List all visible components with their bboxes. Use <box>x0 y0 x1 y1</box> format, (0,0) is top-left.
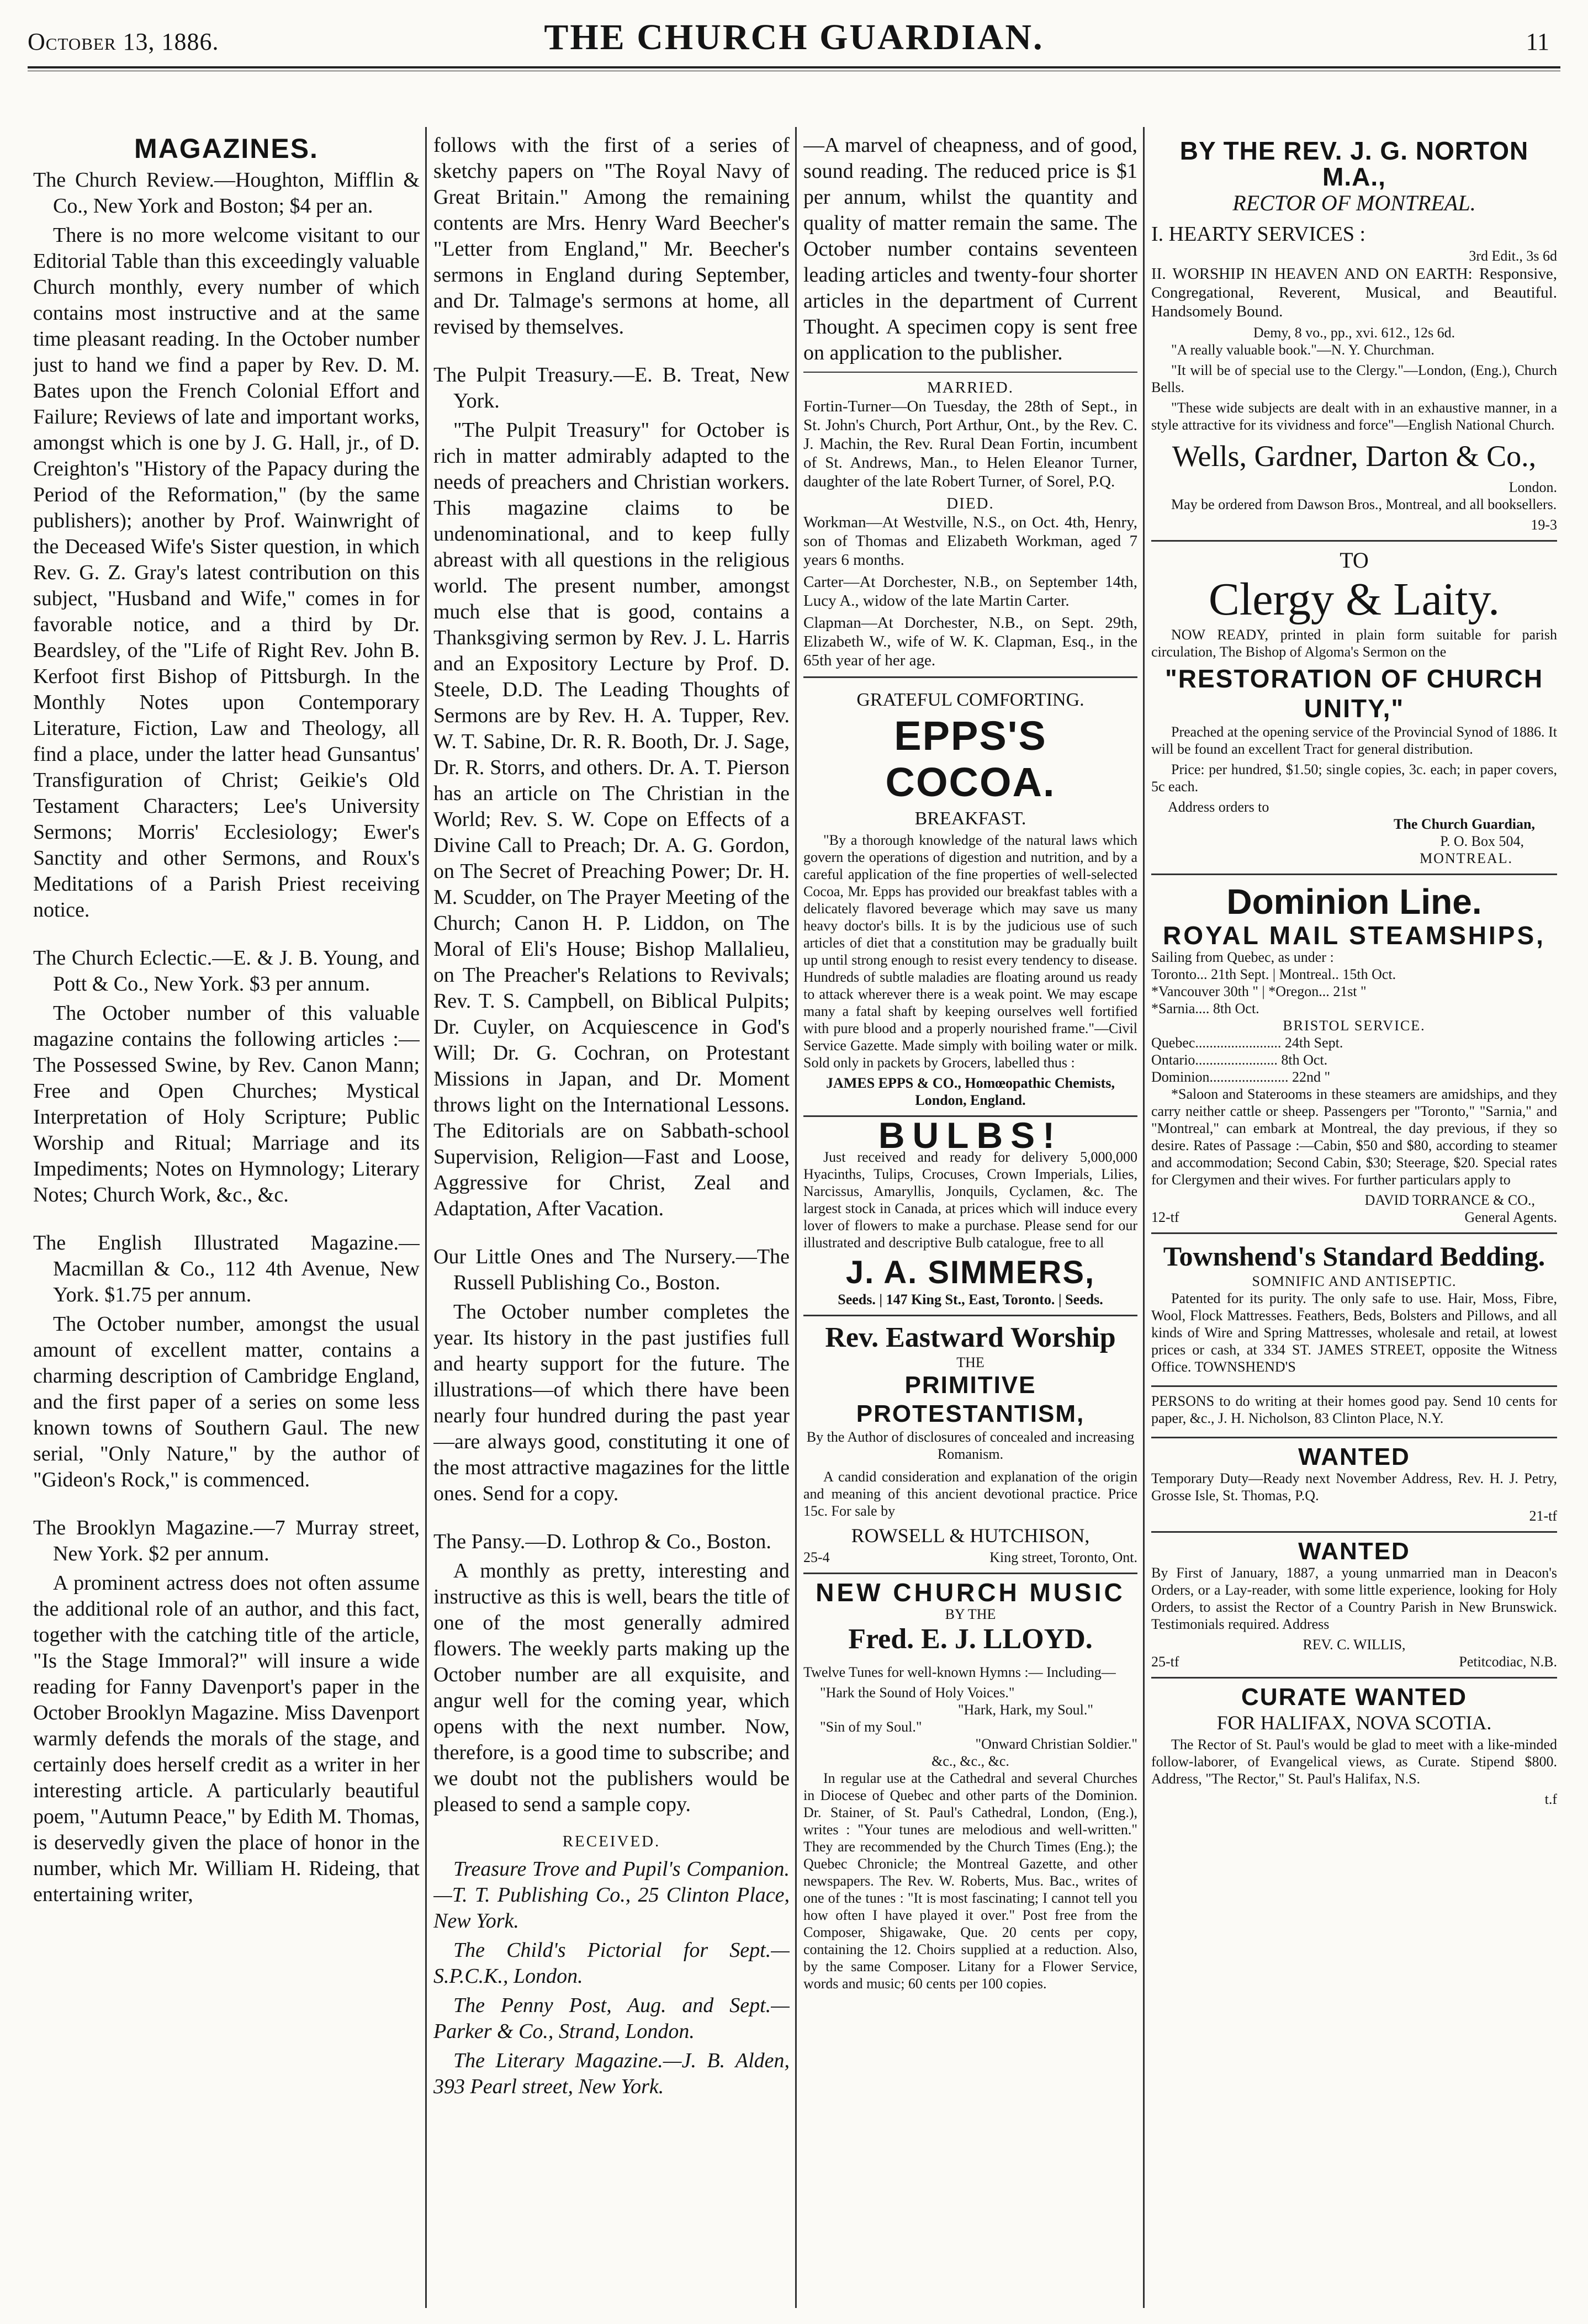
rowsell-name: ROWSELL & HUTCHISON, <box>851 1524 1090 1547</box>
little-ones-text: The October number completes the year. Its history in the past justifies full and hearty support for the future. The illustrations—of which there have been nearly four hundred during the past year—are always good, constituting it one of the most attractive magazines for the little ones. Send for a copy. <box>433 1300 790 1505</box>
wanted-ad-2 <box>1151 1533 1557 1679</box>
wanted-ad-1 <box>1151 1438 1557 1533</box>
norton-sub: RECTOR OF MONTREAL. <box>1232 190 1476 215</box>
wanted-text: By First of January, 1887, a young unmarried man in Deacon's Orders, or a Lay-reader, with some little experience, looking for Holy Orders, to assist the Rector of a Country Parish in New Brunswick. Testimonials required. Address <box>1151 1565 1557 1632</box>
eclectic-title: The Church Eclectic.—E. & J. B. Young, and Pott & Co., New York. $3 per annum. <box>33 946 420 996</box>
curate-ad <box>1151 1679 1557 1808</box>
restoration-title: "RESTORATION OF CHURCH UNITY," <box>1164 664 1544 723</box>
little-ones-title: Our Little Ones and The Nursery.—The Russell Publishing Co., Boston. <box>433 1245 790 1294</box>
tunes-intro: Twelve Tunes for well-known Hymns :— Including— <box>803 1664 1116 1680</box>
page-number: 11 <box>1526 28 1549 55</box>
torrance-name: DAVID TORRANCE & CO., <box>1364 1192 1535 1208</box>
rowsell-address <box>803 1549 1137 1566</box>
townshend-body: Patented for its purity. The only safe to use. Hair, Moss, Fibre, Wool, Flock Mattresses. Feathers, Beds, Bolsters and Pillows, and all kinds of Wire and Spring Mattresses, wholesale and retail, at lowest prices or cash, at 334 ST. JAMES STREET, opposite the Witness Office. TOWNSHEND'S <box>1151 1290 1557 1375</box>
page-header <box>28 11 1560 63</box>
married-notice: Fortin-Turner—On Tuesday, the 28th of Sept., in St. John's Church, Port Arthur, Ont., by the Rev. C. J. Machin, the Rev. Rural Dean Fortin, incumbent of St. Andrews, Man., to Helen Eleanor Turner, daughter of the late Robert Turner, of Sorel, P.Q. <box>803 398 1137 490</box>
curate-heading: CURATE WANTED <box>1241 1684 1467 1711</box>
curate-code: t.f <box>1544 1791 1557 1807</box>
po-box: P. O. Box 504, <box>1440 833 1524 849</box>
received-item: The Penny Post, Aug. and Sept.—Parker & Co., Strand, London. <box>433 1994 790 2043</box>
now-ready: NOW READY, printed in plain form suitable for parish circulation, The Bishop of Algoma's Sermon on the <box>1151 627 1557 660</box>
clergy-laity: Clergy & Laity. <box>1208 574 1500 625</box>
dominion-ad <box>1151 875 1557 1234</box>
townshend-ad <box>1151 1234 1557 1387</box>
primitive-byline: By the Author of disclosures of concealed and increasing Romanism. <box>806 1429 1135 1462</box>
preached-text: Preached at the opening service of the Provincial Synod of 1886. It will be found an excellent Tract for general distribution. <box>1151 724 1557 757</box>
died-notice: Clapman—At Dorchester, N.B., on Sept. 29th, Elizabeth W., wife of W. K. Clapman, Esq., in the 65th year of her age. <box>803 614 1137 669</box>
header-rule <box>28 66 1560 68</box>
norton-quote: "These wide subjects are dealt with in an exhaustive manner, in a style attractive for its vividness and force"—English National Church. <box>1151 400 1557 433</box>
wells-name: Wells, Gardner, Darton & Co., <box>1172 440 1537 473</box>
pulpit-title: The Pulpit Treasury.—E. B. Treat, New York. <box>433 363 790 412</box>
dominion-heading: Dominion Line. <box>1226 882 1482 922</box>
epps-sub: BREAKFAST. <box>914 808 1026 829</box>
wanted-code: 21-tf <box>1529 1508 1557 1524</box>
eclectic-text: The October number of this valuable magazine contains the following articles :—The Possessed Swine, by Rev. Canon Mann; Free and Open Churches; Mystical Interpretation of Holy Scripture; Public Worship and Ritual; Marriage and its Impediments; Notes on Hymnology; Literary Notes; Church Work, &c., &c. <box>33 1002 420 1206</box>
norton-heading: BY THE REV. J. G. NORTON M.A., <box>1179 136 1529 191</box>
simmers-address: Seeds. | 147 King St., East, Toronto. | Seeds. <box>838 1291 1103 1307</box>
epps-cocoa-ad <box>803 681 1137 1117</box>
column-notices <box>803 133 1137 2302</box>
pulpit-text: "The Pulpit Treasury" for October is rich in matter admirably adapted to the needs of preachers and Christian workers. This magazine claims to be undenominational, and to keep fully abreast with all questions in the religious world. The present number, amongst much else that is good, contains a Thanksgiving sermon by Rev. J. L. Harris and an Expository Lecture by Prof. D. Steele, D.D. The Leading Thoughts of Sermons are by Rev. H. A. Tupper, Rev. W. T. Sabine, Dr. R. R. Booth, Dr. J. Sage, Dr. R. Storrs, and others. Dr. A. T. Pierson has an article on The Christian in the World; Rev. S. W. Cope on Effects of a Divine Call to Preach; Dr. A. G. Gordon, on The Secret of Preaching Power; Dr. H. M. Scudder, on The Prayer Meeting of the Church; Canon H. P. Liddon, on The Moral of Eli's House; Bishop Mallalieu, on The Preacher's Relations to Revivals; Rev. T. S. Campbell, on Biblical Pulpits; Dr. Cuyler, on Acquiescence in God's Will; Dr. G. Cochran, on Protestant Missions in Japan, and Dr. Moment throws light on the International Lessons. The Editorials are on Sabbath-school Supervision, Religion—Fast and Loose, Aggressive for Christ, Zeal and Adaptation, After Vacation. <box>433 419 790 1220</box>
died-notice: Workman—At Westville, N.S., on Oct. 4th, Henry, son of Thomas and Elizabeth Workman, aged 7 years 6 months. <box>803 513 1137 569</box>
persons-text: PERSONS to do writing at their homes good pay. Send 10 cents for paper, &c., J. H. Nicholson, 83 Clinton Place, N.Y. <box>1151 1393 1557 1426</box>
rowsell-street: King street, Toronto, Ont. <box>989 1549 1137 1565</box>
literary-magazine-text: —A marvel of cheapness, and of good, sound reading. The reduced price is $1 per annum, whilst the quantity and quality of matter remain the same. The October number contains seventeen leading articles and twenty-four shorter articles in the department of Current Thought. A specimen copy is sent free on application to the publisher. <box>803 134 1137 364</box>
music-ad <box>803 1574 1137 1992</box>
bulbs-ad <box>803 1117 1137 1316</box>
norton-quote: "A really valuable book."—N. Y. Churchman. <box>1171 342 1435 358</box>
tune-line: "Onward Christian Soldier." <box>975 1736 1137 1752</box>
column-divider <box>1143 127 1145 2308</box>
guardian-name: The Church Guardian, <box>1394 816 1535 832</box>
willis-name: REV. C. WILLIS, <box>1303 1637 1406 1653</box>
norton-ad <box>1151 133 1557 542</box>
bristol-heading: BRISTOL SERVICE. <box>1283 1018 1426 1034</box>
tune-line: "Hark the Sound of Holy Voices." <box>820 1685 1015 1701</box>
bristol-line: Quebec........................ 24th Sept. <box>1151 1035 1343 1051</box>
masthead: THE CHURCH GUARDIAN. <box>544 17 1044 57</box>
music-body: In regular use at the Cathedral and several Churches in Diocese of Quebec and other parts of the Dominion. Dr. Stainer, of St. Paul's Cathedral, London, (Eng.), writes : "Your tunes are melodious and well-written." They are recommended by the Church Times (Eng.); the Quebec Chronicle; the Montreal Gazette, and other newspapers. The Rev. W. Roberts, Mus. Bac., writes of one of the tunes : "It is most fascinating; I cannot tell you how often I have played it over." Post free from the Composer, Shigawake, Que. 20 cents per copy, containing the 12. Choirs supplied at a reduction. Also, by the same Composer. Litany for a Flower Service, words and music; 60 cents per 100 copies. <box>803 1770 1137 1992</box>
saloon-text: *Saloon and Staterooms in these steamers are amidships, and they carry neither cattle or sheep. Passengers per "Toronto," "Sarnia," and "Montreal," can embark at Montreal, the day previous, if they so desire. Rates of Passage :—Cabin, $50 and $80, according to steamer and accommodation; Second Cabin, $30; Steerage, $20. Special rates for Clergymen and their wives. For further particulars apply to <box>1151 1086 1557 1188</box>
column-magazines <box>33 133 420 2302</box>
norton-quote: "It will be of special use to the Clergy."—London, (Eng.), Church Bells. <box>1151 362 1557 395</box>
bristol-line: Ontario....................... 8th Oct. <box>1151 1052 1328 1068</box>
brooklyn-text-cont: follows with the first of a series of sketchy papers on "The Royal Navy of Great Britain." Among the remaining contents are Mrs. Henry Ward Beecher's "Letter from England," Mr. Beecher's sermons in England during September, and Dr. Talmage's sermons at home, all revised by themselves. <box>433 134 790 338</box>
willis-footer <box>1151 1653 1557 1670</box>
music-heading: NEW CHURCH MUSIC <box>816 1578 1125 1607</box>
norton-item-edition: 3rd Edit., 3s 6d <box>1469 248 1557 264</box>
to-word: TO <box>1340 548 1369 573</box>
wanted-text: Temporary Duty—Ready next November Address, Rev. H. J. Petry, Grosse Isle, St. Thomas, P.Q. <box>1151 1470 1557 1504</box>
column-ads <box>1151 133 1557 2302</box>
worship-heading: Rev. Eastward Worship <box>825 1322 1116 1353</box>
rowsell-code: 25-4 <box>803 1549 830 1565</box>
simmers-name: J. A. SIMMERS, <box>845 1254 1095 1290</box>
restoration-ad <box>1151 542 1557 875</box>
tune-line: &c., &c., &c. <box>931 1753 1009 1769</box>
bristol-line: Dominion...................... 22nd " <box>1151 1069 1331 1085</box>
review-text: There is no more welcome visitant to our Editorial Table than this exceedingly valuable Church monthly, every number of which contains most instructive and at the same time pleasant reading. In the October number just to hand we find a paper by Rev. D. M. Bates upon the French Colonial Effort and Failure; Reviews of late and important works, amongst which is one by J. G. Hall, jr., of D. Creighton's "History of the Papacy during the Period of the Reformation," (by the same publishers); another by Prof. Wainwright of the Deceased Wife's Sister question, in which Rev. G. Z. Gray's latest contribution on this subject, "Husband and Wife," comes in for favorable notice, and a third by Dr. Beardsley, of the "Life of Right Rev. John B. Kerfoot first Bishop of Pittsburgh. In the Monthly Notes upon Contemporary Literature, Fiction, Law and Theology, all find a place, under the latter head Gunsantus' Transfiguration of Christ; Geikie's Old Testament Characters; Lee's University Sermons; Morris' Ecclesiology; Ewer's Sanctity and other Sermons, and Roux's Meditations of a Parish Priest receiving notice. <box>33 224 420 922</box>
received-item: Treasure Trove and Pupil's Companion.—T. T. Publishing Co., 25 Clinton Place, New York. <box>433 1857 790 1933</box>
norton-item: II. WORSHIP IN HEAVEN AND ON EARTH: Responsive, Congregational, Reverent, Musical, and Beautiful. Handsomely Bound. <box>1151 265 1557 320</box>
column-magazines-cont <box>433 133 790 2302</box>
price-text: Price: per hundred, $1.50; single copies, 3c. each; in paper covers, 5c each. <box>1151 761 1557 795</box>
sailing-line: Toronto... 21th Sept. | Montreal.. 15th Oct. <box>1151 966 1396 982</box>
curate-sub: FOR HALIFAX, NOVA SCOTIA. <box>1216 1712 1492 1734</box>
pansy-text: A monthly as pretty, interesting and instructive as this is well, bears the title of one of the most generally admired flowers. The weekly parts making up the October number are all exquisite, and angur well for the coming year, which opens with the next number. Now, therefore, is a good time to subscribe; and we doubt not the publishers would be pleased to send a sample copy. <box>433 1559 790 1816</box>
willis-place: Petitcodiac, N.B. <box>1459 1654 1557 1670</box>
willis-code: 25-tf <box>1151 1654 1179 1670</box>
died-heading: DIED. <box>946 495 994 512</box>
wells-order: May be ordered from Dawson Bros., Montreal, and all booksellers. <box>1171 496 1557 512</box>
torrance-footer <box>1151 1209 1557 1226</box>
sailing-intro: Sailing from Quebec, as under : <box>1151 949 1334 965</box>
norton-item: I. HEARTY SERVICES : <box>1151 223 1366 246</box>
wanted-heading: WANTED <box>1298 1443 1410 1470</box>
review-title: The Church Review.—Houghton, Mifflin & Co., New York and Boston; $4 per an. <box>33 168 420 218</box>
brooklyn-title: The Brooklyn Magazine.—7 Murray street, New York. $2 per annum. <box>33 1516 420 1565</box>
curate-body: The Rector of St. Paul's would be glad to meet with a like-minded follow-laborer, of Evangelical views, as Curate. Stipend $800. Address, "The Rector," St. Paul's Halifax, N.S. <box>1151 1737 1557 1787</box>
royal-mail-heading: ROYAL MAIL STEAMSHIPS, <box>1163 921 1545 950</box>
address-label: Address orders to <box>1168 799 1269 815</box>
norton-item-price: Demy, 8 vo., pp., xvi. 612., 12s 6d. <box>1253 325 1455 341</box>
issue-date: October 13, 1886. <box>28 28 219 55</box>
primitive-heading: PRIMITIVE PROTESTANTISM, <box>856 1372 1085 1427</box>
torrance-code: 12-tf <box>1151 1209 1179 1225</box>
bulbs-heading: BULBS! <box>878 1115 1063 1156</box>
magazines-heading: MAGAZINES. <box>134 133 319 164</box>
music-by: BY THE <box>945 1606 996 1622</box>
married-heading: MARRIED. <box>927 379 1014 396</box>
persons-ad <box>1151 1387 1557 1438</box>
illustrated-title: The English Illustrated Magazine.—Macmillan & Co., 112 4th Avenue, New York. $1.75 per annum. <box>33 1231 420 1306</box>
somnific-sub: SOMNIFIC AND ANTISEPTIC. <box>1252 1273 1457 1289</box>
sailing-line: *Sarnia.... 8th Oct. <box>1151 1000 1259 1017</box>
column-divider <box>425 127 427 2308</box>
wells-code: 19-3 <box>1531 517 1557 533</box>
epps-signature: JAMES EPPS & CO., Homœopathic Chemists, London, England. <box>826 1075 1115 1108</box>
worship-ad <box>803 1316 1137 1574</box>
agents-label: General Agents. <box>1464 1209 1557 1225</box>
tune-line: "Hark, Hark, my Soul." <box>957 1702 1093 1718</box>
received-heading: RECEIVED. <box>562 1833 661 1850</box>
column-divider <box>795 127 797 2308</box>
wells-city: London. <box>1508 479 1557 495</box>
epps-name: EPPS'S COCOA. <box>885 713 1056 805</box>
received-item: The Literary Magazine.—J. B. Alden, 393 Pearl street, New York. <box>433 2049 790 2098</box>
lloyd-name: Fred. E. J. LLOYD. <box>848 1623 1093 1655</box>
epps-body: "By a thorough knowledge of the natural laws which govern the operations of digestion and nutrition, and by a careful application of the fine properties of well-selected Cocoa, Mr. Epps has provided our breakfast tables with a delicately flavored beverage which may save us many heavy doctor's bills. It is by the judicious use of such articles of diet that a constitution may be gradually built up until strong enough to resist every tendency to disease. Hundreds of subtle maladies are floating around us ready to attack wherever there is a weak point. We may escape many a fatal shaft by keeping ourselves well fortified with pure blood and a properly nourished frame."—Civil Service Gazette. Made simply with boiling water or milk. Sold only in packets by Grocers, labelled thus : <box>803 832 1137 1071</box>
epps-tagline: GRATEFUL COMFORTING. <box>856 690 1084 710</box>
worship-the: THE <box>956 1354 984 1370</box>
brooklyn-text: A prominent actress does not often assume the additional role of an author, and this fact, together with the catching title of the article, "Is the Stage Immoral?" will insure a wide reading for Fanny Davenport's paper in the October Brooklyn Magazine. Miss Davenport warmly defends the morals of the stage, and certainly does herself credit as a writer in her interesting article. A particularly beautiful poem, "Autumn Peace," by Edith M. Thomas, is deservedly given the place of honor in the number, which Mr. William H. Rideing, that entertaining writer, <box>33 1571 420 1906</box>
bulbs-body: Just received and ready for delivery 5,000,000 Hyacinths, Tulips, Crocuses, Crown Imperials, Lilies, Narcissus, Amaryllis, Jonquils, Cyclamen, &c. The largest stock in Canada, at prices which will induce every lover of flowers to make a purchase. Please send for our illustrated and descriptive Bulb catalogue, free to all <box>803 1149 1137 1251</box>
sailing-line: *Vancouver 30th " | *Oregon... 21st " <box>1151 983 1367 999</box>
received-item: The Child's Pictorial for Sept.—S.P.C.K., London. <box>433 1939 790 1988</box>
montreal-city: MONTREAL. <box>1420 850 1513 866</box>
townshend-heading: Townshend's Standard Bedding. <box>1163 1241 1545 1272</box>
primitive-body: A candid consideration and explanation of the origin and meaning of this ancient devotional practice. Price 15c. For sale by <box>803 1469 1137 1519</box>
died-notice: Carter—At Dorchester, N.B., on September 14th, Lucy A., widow of the late Martin Carter. <box>803 573 1137 610</box>
pansy-title: The Pansy.—D. Lothrop & Co., Boston. <box>433 1530 771 1553</box>
wanted-heading: WANTED <box>1298 1538 1410 1565</box>
tune-line: "Sin of my Soul." <box>820 1719 922 1735</box>
illustrated-text: The October number, amongst the usual amount of excellent matter, contains a charming description of Cambridge England, and the first paper of a series on some less known towns of Southern Gaul. The new serial, "Only Nature," by the author of "Gideon's Rock," is commenced. <box>33 1312 420 1491</box>
